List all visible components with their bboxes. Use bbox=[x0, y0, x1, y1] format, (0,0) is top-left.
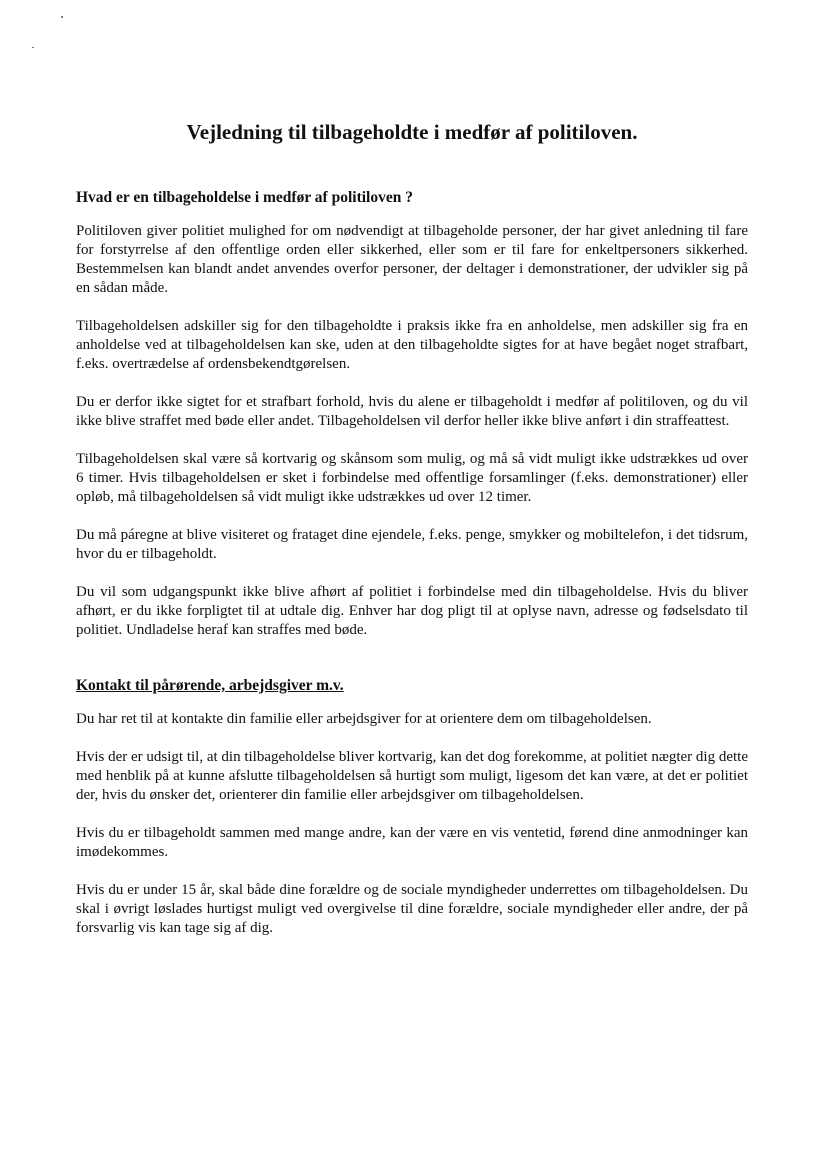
scan-speck bbox=[61, 16, 63, 18]
paragraph: Du vil som udgangspunkt ikke blive afhørt af politiet i forbindelse med din tilbageholdelse. Hvis du bliver afhørt, er du ikke forpligtet til at udtale dig. Enhver har dog pligt til at oplyse navn, adresse og fødselsdato til politiet. Undladelse heraf kan straffes med bøde. bbox=[76, 584, 748, 638]
section-heading: Hvad er en tilbageholdelse i medfør af politiloven ? bbox=[76, 189, 413, 206]
paragraph: Hvis du er tilbageholdt sammen med mange andre, kan der være en vis ventetid, førend dine anmodninger kan imødekommes. bbox=[76, 825, 748, 860]
paragraph: Tilbageholdelsen skal være så kortvarig og skånsom som mulig, og må så vidt muligt ikke udstrækkes ud over 6 timer. Hvis tilbageholdelsen er sket i forbindelse med offentlige forsamlinger (f.eks. demonstrationer) eller opløb, må tilbageholdelsen så vidt muligt ikke udstrækkes ud over 12 timer. bbox=[76, 451, 748, 505]
section-contact-relatives bbox=[76, 676, 748, 938]
document-page bbox=[76, 118, 748, 957]
paragraph: Du har ret til at kontakte din familie eller arbejdsgiver for at orientere dem om tilbageholdelsen. bbox=[76, 711, 652, 727]
section-heading: Kontakt til pårørende, arbejdsgiver m.v. bbox=[76, 677, 344, 694]
paragraph: Hvis du er under 15 år, skal både dine forældre og de sociale myndigheder underrettes om tilbageholdelsen. Du skal i øvrigt løslades hurtigst muligt ved overgivelse til dine forældre, sociale myndigheder eller andre, der på forsvarlig vis kan tage sig af dig. bbox=[76, 882, 748, 936]
paragraph: Du er derfor ikke sigtet for et strafbart forhold, hvis du alene er tilbageholdt i medfør af politiloven, og du vil ikke blive straffet med bøde eller andet. Tilbageholdelsen vil derfor heller ikke blive anført i din straffeattest. bbox=[76, 394, 748, 429]
paragraph: Tilbageholdelsen adskiller sig for den tilbageholdte i praksis ikke fra en anholdelse, men adskiller sig fra en anholdelse ved at tilbageholdelsen kan ske, uden at den tilbageholdte sigtes for at have begået noget strafbart, f.eks. overtrædelse af ordensbekendtgørelsen. bbox=[76, 318, 748, 372]
scan-speck bbox=[32, 47, 34, 48]
paragraph: Hvis der er udsigt til, at din tilbageholdelse bliver kortvarig, kan det dog forekomme, at politiet nægter dig dette med henblik på at kunne afslutte tilbageholdelsen så hurtigt som muligt, ligesom det kan være, at det er politiet der, hvis du ønsker det, orienterer din familie eller arbejdsgiver om tilbageholdelsen. bbox=[76, 749, 748, 803]
paragraph: Politiloven giver politiet mulighed for om nødvendigt at tilbageholde personer, der har givet anledning til fare for forstyrrelse af den offentlige orden eller sikkerhed, eller som er til fare for enkeltpersoners sikkerhed. Bestemmelsen kan blandt andet anvendes overfor personer, der deltager i demonstrationer, der udvikler sig på en sådan måde. bbox=[76, 223, 748, 296]
section-what-is-detention bbox=[76, 188, 748, 640]
document-title: Vejledning til tilbageholdte i medfør af politiloven. bbox=[186, 120, 638, 144]
paragraph: Du må páregne at blive visiteret og frataget dine ejendele, f.eks. penge, smykker og mobiltelefon, i det tidsrum, hvor du er tilbageholdt. bbox=[76, 527, 748, 562]
